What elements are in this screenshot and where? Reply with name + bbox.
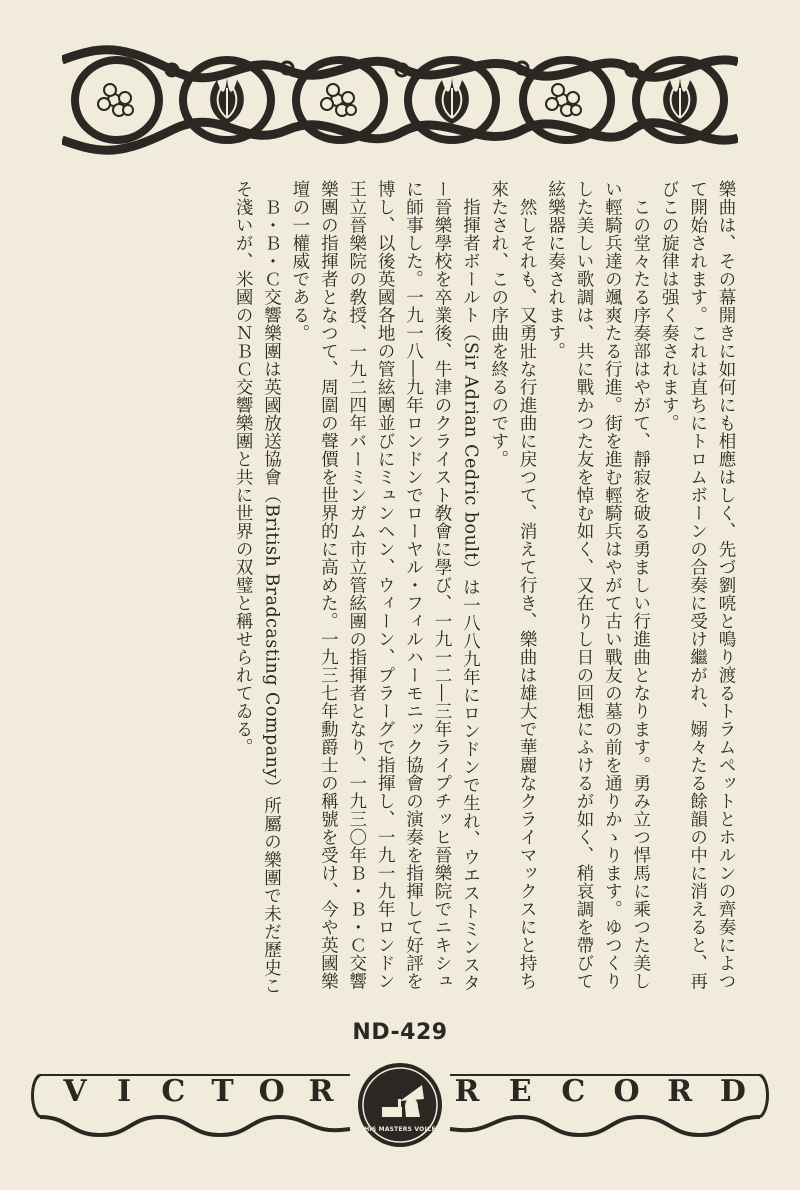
record-letter-o: O [613, 1073, 640, 1109]
record-wordmark [450, 1071, 750, 1111]
paragraph-5: Ｂ・Ｂ・Ｃ交響樂團は英國放送協會（British Bradcasting Company）所屬の樂團で未だ歷史こそ淺いが、米國のＮＢＣ交響樂團と共に世界の双璧と稱せられてゐる。 [233, 180, 282, 995]
record-letter-r: R [454, 1073, 480, 1109]
victor-letter-r: R [308, 1073, 334, 1109]
body-text [60, 180, 740, 1000]
paragraph-2: この堂々たる序奏部はやがて、靜寂を破る勇ましい行進曲となります。勇み立つ悍馬に乘つた美しい輕騎兵達の颯爽たる行進。街を進む輕騎兵はやがて古い戰友の墓の前を通りかゝります。ゆつくりした美しい歌調は、共に戰かつた友を悼む如く、又在りし日の回想にふけるが如く、稍哀調を帶びて絃樂器に奏されます。 [545, 180, 651, 990]
victor-letter-t: T [211, 1073, 234, 1109]
victor-letter-v: V [63, 1073, 87, 1109]
logo-text: HIS MASTERS VOICE [364, 1126, 436, 1133]
record-letter-c: C [561, 1073, 586, 1109]
paragraph-3: 然しそれも、又勇壯な行進曲に戻つて、消えて行き、樂曲は雄大で華麗なクライマックスにと持ち來たされ、この序曲を終るのです。 [488, 180, 538, 990]
header-ornament [62, 40, 738, 160]
paragraph-4: 指揮者ボールト（Sir Adrian Cedric boult）は一八八九年にロンドンで生れ、ウエストミンスター晉樂學校を卒業後、牛津のクライスト敎會に學び、一九一二―三年ライプチッヒ晉樂院でニキシュに師事した。一九一八―九年ロンドンでローヤル・フィルハーモニック協會の演奏を指揮して好評を博し、以後英國各地の管絃團並びにミュンヘン、ウィーン、プラーグで指揮し、一九一九年ロンドン王立晉樂院の敎授、一九二四年バーミンガム市立管絃團の指揮者となり、一九三〇年Ｂ・Ｂ・Ｃ交響樂團の指揮者となつて、周圍の聲價を世界的に高めた。一九三七年勳爵士の稱號を受け、今や英國樂壇の一權威である。 [289, 180, 481, 992]
record-letter-r2: R [667, 1073, 693, 1109]
record-letter-d: D [719, 1073, 746, 1109]
paragraph-1: 樂曲は、その幕開きに如何にも相應はしく、先づ劉喨と鳴り渡るトラムペットとホルンの齊奏によつて開始されます。これは直ちにトロムボーンの合奏に受け繼がれ、嫋々たる餘韻の中に消えると、再びこの旋律は强く奏されます。 [659, 180, 736, 990]
victor-wordmark [58, 1071, 338, 1111]
victor-letter-i: I [117, 1073, 132, 1109]
his-masters-voice-logo-icon [360, 1065, 440, 1145]
victor-letter-o: O [258, 1073, 285, 1109]
footer-banner [30, 1055, 770, 1165]
catalog-number: ND-429 [352, 1020, 448, 1045]
victor-letter-c: C [161, 1073, 186, 1109]
record-letter-e: E [508, 1073, 532, 1109]
